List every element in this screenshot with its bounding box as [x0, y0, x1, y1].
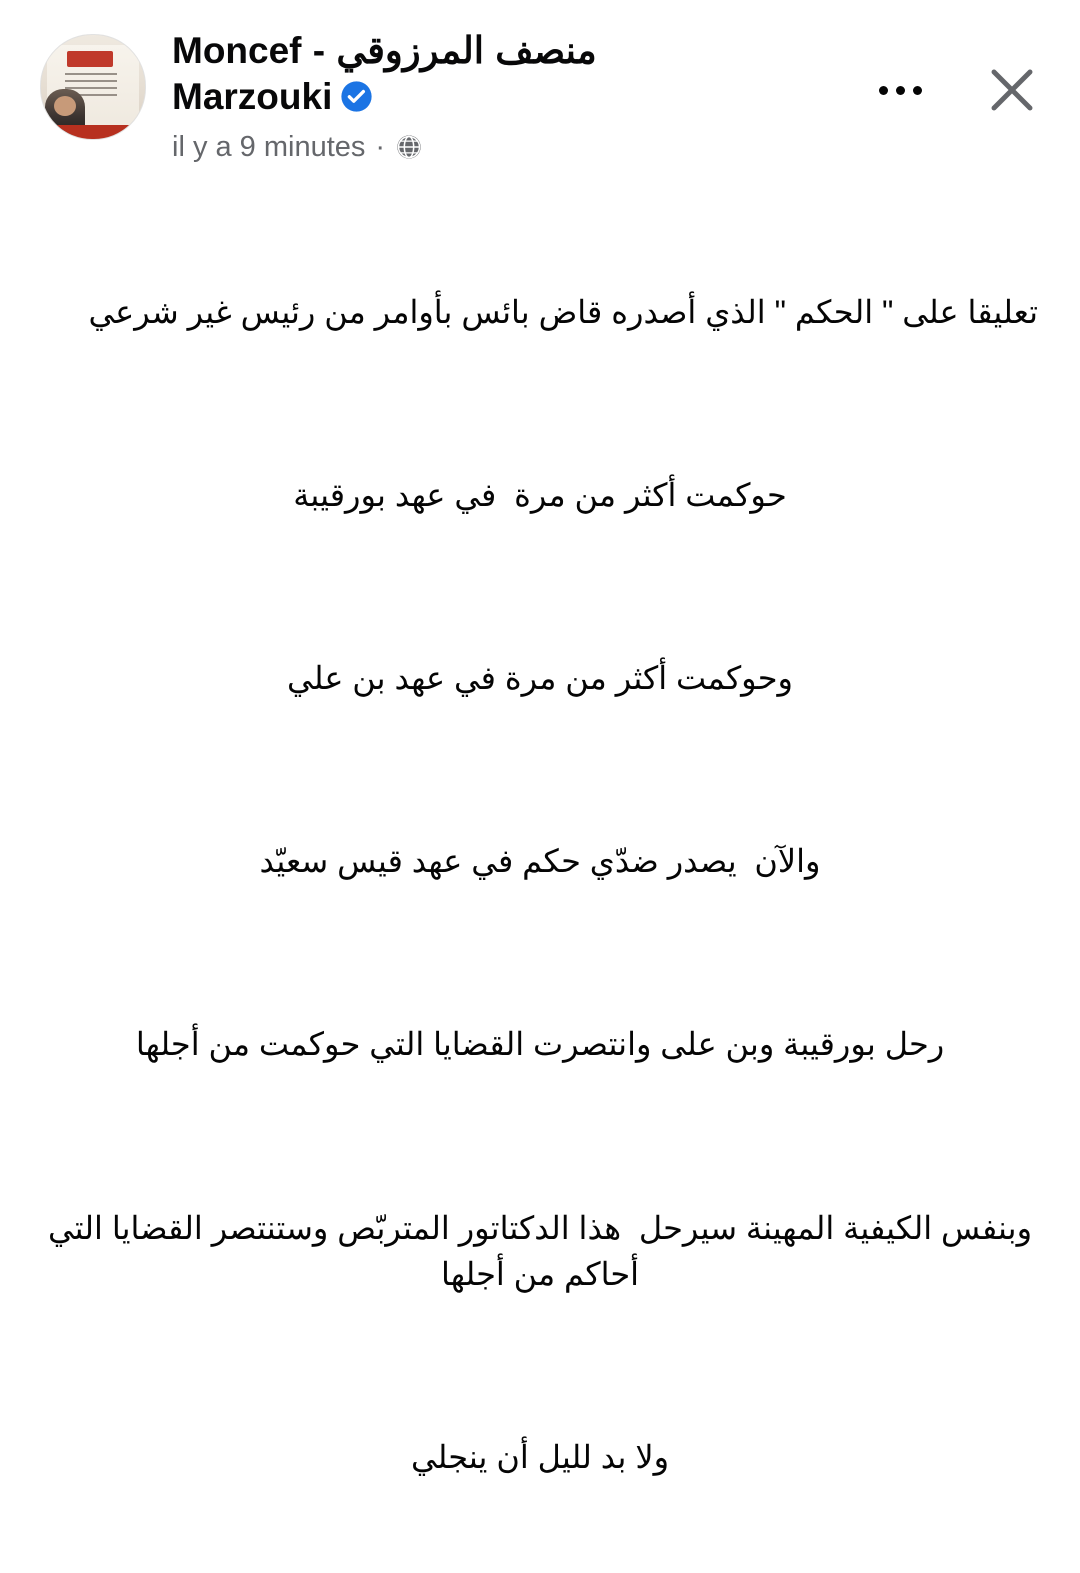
avatar[interactable]	[40, 34, 146, 140]
author-name-line-2: Marzouki	[172, 76, 333, 118]
post-paragraph: وحوكمت أكثر من مرة في عهد بن علي	[287, 660, 793, 697]
meta-separator: ·	[375, 130, 386, 163]
more-options-button[interactable]	[872, 62, 928, 118]
post-meta	[172, 131, 890, 164]
verified-badge-icon	[340, 80, 373, 113]
more-dot	[913, 86, 922, 95]
post-paragraph: والآن يصدر ضدّي حكم في عهد قيس سعيّد	[259, 843, 821, 880]
author-name-line-1: Moncef - منصف المرزوقي	[172, 30, 597, 71]
globe-icon[interactable]	[395, 133, 423, 161]
post-timestamp[interactable]: il y a 9 minutes	[172, 130, 366, 163]
avatar-red-banner	[67, 51, 113, 67]
more-dot	[879, 86, 888, 95]
header-actions	[872, 62, 1040, 118]
author-name[interactable]	[172, 28, 890, 121]
post-paragraph: حوكمت أكثر من مرة في عهد بورقيبة	[293, 476, 787, 513]
avatar-image	[41, 35, 145, 139]
post-paragraph: ولا بد لليل أن ينجلي	[410, 1439, 670, 1476]
close-button[interactable]	[984, 62, 1040, 118]
post-paragraph: وبنفس الكيفية المهينة سيرحل هذا الدكتاتور المتربّص وستنتصر القضايا التي أحاكم من أجلها	[39, 1209, 1033, 1293]
post-header	[40, 28, 1040, 178]
close-icon	[985, 63, 1039, 117]
avatar-bottom-strip	[41, 125, 145, 139]
more-dot	[896, 86, 905, 95]
post-paragraph: رحل بورقيبة وبن على وانتصرت القضايا التي حوكمت من أجلها	[135, 1026, 945, 1063]
post-paragraph: تعليقا على " الحكم " الذي أصدره قاض بائس بأوامر من رئيس غير شرعي	[88, 293, 1038, 330]
post-text	[40, 178, 1040, 1573]
